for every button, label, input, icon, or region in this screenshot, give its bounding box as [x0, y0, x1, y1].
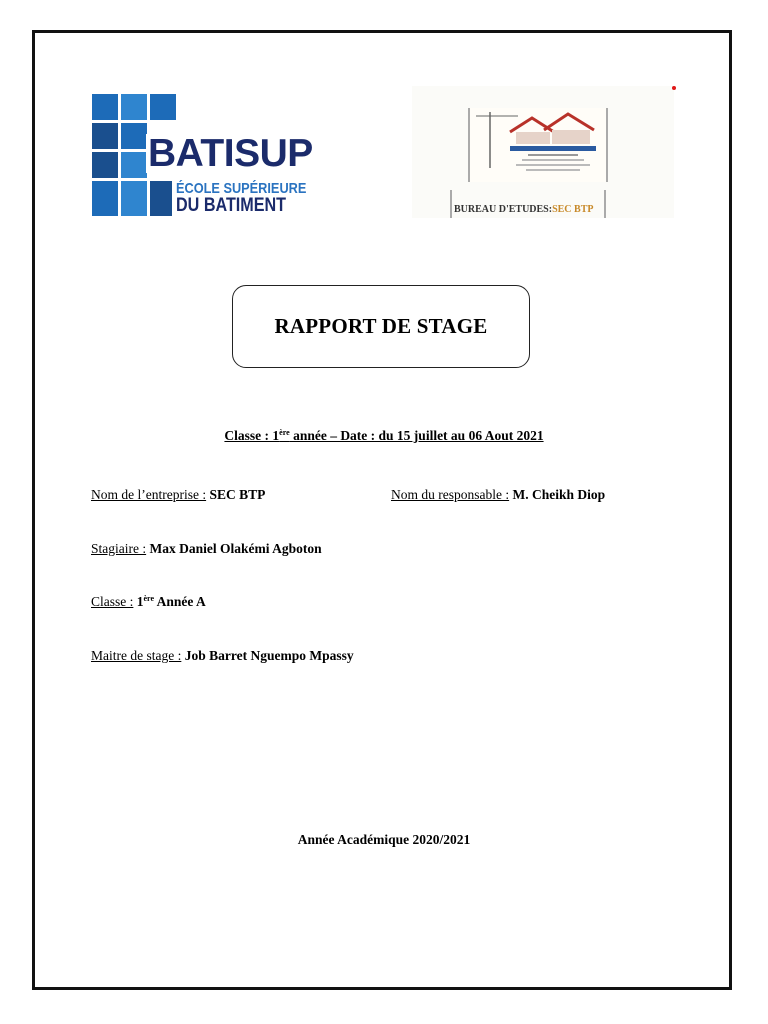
logo-brand-name: BATISUP — [148, 132, 313, 175]
supervisor-field — [91, 648, 354, 664]
logo-subtitle-line2: DU BATIMENT — [176, 195, 287, 216]
manager-label: Nom du responsable : — [391, 487, 510, 502]
sec-btp-logo-card — [468, 108, 608, 182]
company-label: Nom de l’entreprise : — [91, 487, 207, 502]
class-label: Classe : — [91, 594, 134, 609]
company-value: SEC BTP — [209, 487, 266, 502]
manager-value: M. Cheikh Diop — [512, 487, 606, 502]
supervisor-value: Job Barret Nguempo Mpassy — [184, 648, 354, 663]
report-title: RAPPORT DE STAGE — [274, 314, 488, 338]
class-field — [91, 594, 206, 610]
class-date-line: Classe : 1ère année – Date : du 15 juillet au 06 Aout 2021 — [224, 428, 544, 443]
intern-field — [91, 541, 322, 557]
red-dot — [672, 86, 676, 90]
intern-label: Stagiaire : — [91, 541, 147, 556]
intern-value: Max Daniel Olakémi Agboton — [149, 541, 322, 556]
sec-btp-logo-caption: BUREAU D'ETUDES:SEC BTP — [454, 204, 594, 215]
class-value: 1ère Année A — [136, 594, 206, 609]
academic-year: Année Académique 2020/2021 — [297, 832, 471, 847]
logo-subtitle-line1: ÉCOLE SUPÉRIEURE — [176, 180, 307, 197]
house-crane-icon — [470, 108, 606, 182]
company-field — [91, 487, 265, 503]
report-title-box — [232, 285, 530, 368]
supervisor-label: Maitre de stage : — [91, 648, 182, 663]
manager-field — [391, 487, 605, 503]
sec-btp-logo — [412, 86, 674, 218]
